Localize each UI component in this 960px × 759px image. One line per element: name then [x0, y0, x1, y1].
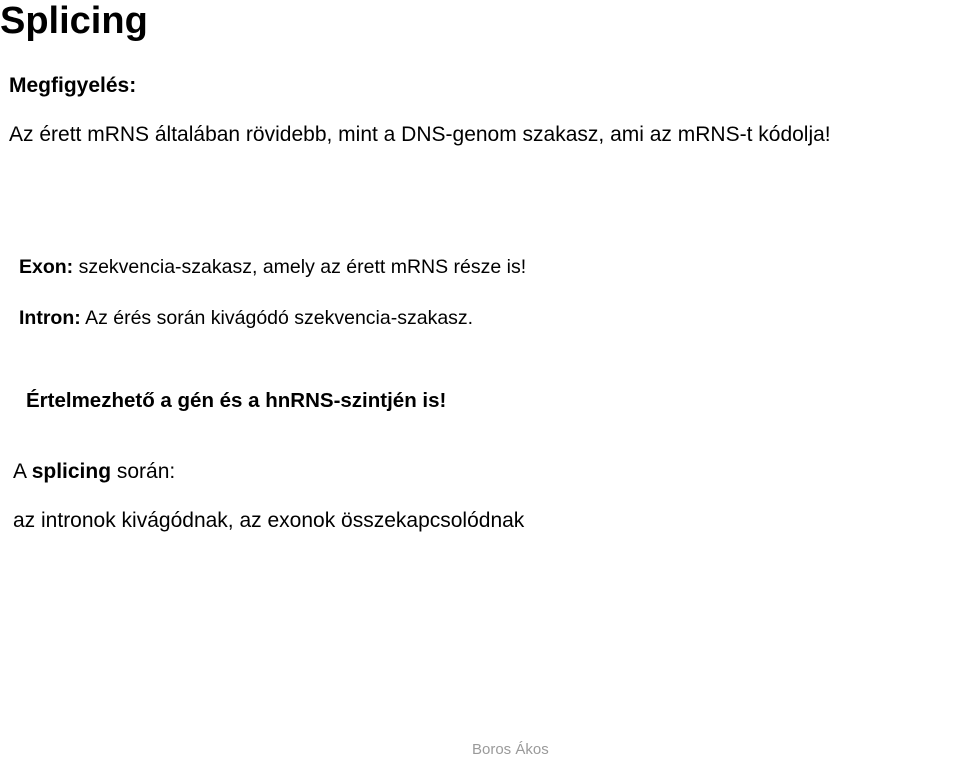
exon-term: Exon: [19, 256, 74, 278]
observation-heading: Megfigyelés: [9, 74, 137, 97]
splicing-result: az intronok kivágódnak, az exonok összekapcsolódnak [13, 509, 525, 532]
splicing-prefix: A [13, 460, 32, 483]
footer-author: Boros Ákos [472, 741, 549, 758]
page-title: Splicing [0, 0, 148, 42]
splicing-intro [13, 460, 175, 484]
intron-text: Az érés során kivágódó szekvencia-szakasz. [80, 307, 474, 329]
observation-text: Az érett mRNS általában rövidebb, mint a DNS-genom szakasz, ami az mRNS-t kódolja! [9, 123, 831, 146]
intron-definition [19, 307, 473, 330]
splicing-term: splicing [31, 460, 112, 483]
splicing-suffix: során: [111, 460, 176, 483]
intron-term: Intron: [19, 307, 81, 329]
exon-text: szekvencia-szakasz, amely az érett mRNS része is! [73, 256, 527, 278]
exon-definition [19, 256, 526, 279]
interpretation-note: Értelmezhető a gén és a hnRNS-szintjén is! [26, 389, 447, 412]
